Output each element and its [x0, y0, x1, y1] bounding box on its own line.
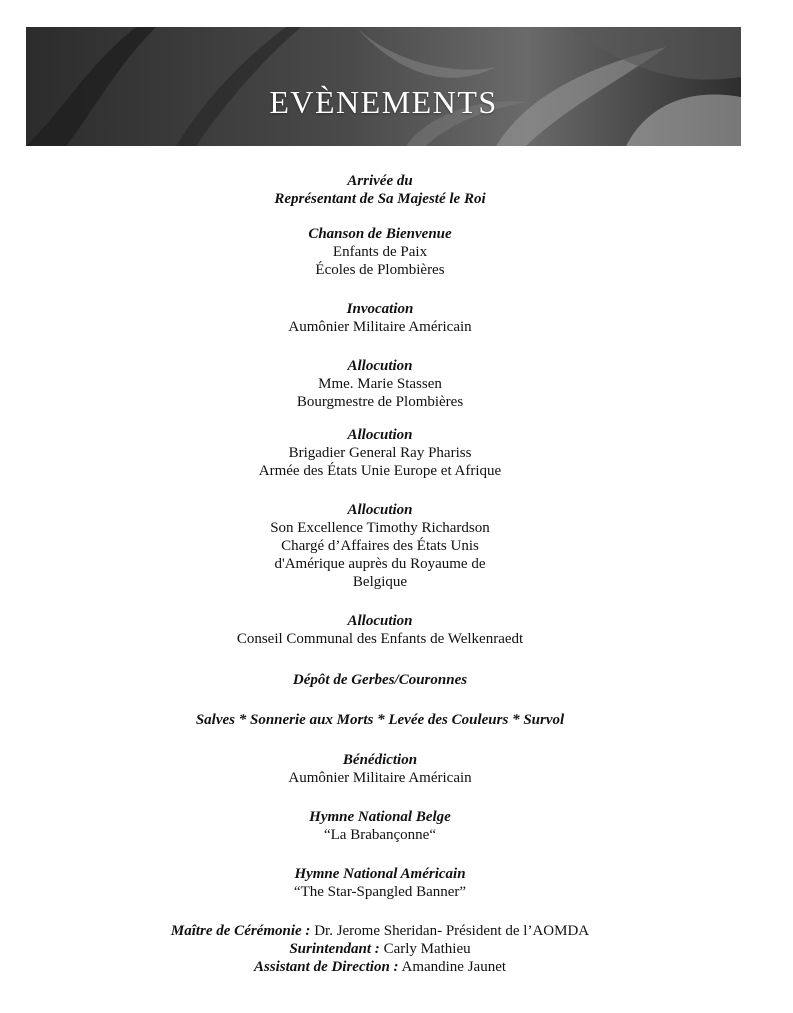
program-item-heading: Hymne National Belge [309, 809, 451, 825]
program-item [0, 190, 760, 208]
program-item-line: Son Excellence Timothy Richardson [270, 520, 490, 536]
credit-value: Dr. Jerome Sheridan- Président de l’AOMDA [310, 923, 590, 939]
program-item [0, 426, 760, 480]
program-item [0, 225, 760, 279]
credit-label: Assistant de Direction : [253, 959, 399, 975]
credit-label: Surintendant : [289, 941, 380, 957]
program-item [0, 865, 760, 901]
header-banner [26, 27, 741, 146]
program-item-line: Brigadier General Ray Phariss [288, 445, 472, 461]
program-item [0, 172, 760, 190]
program-item-heading: Allocution [347, 613, 413, 629]
program-item-heading: Allocution [347, 502, 413, 518]
program-item [0, 300, 760, 336]
credits [0, 922, 760, 976]
program-item-heading: Arrivée du [347, 173, 413, 189]
program-item-line: “La Brabançonne“ [323, 827, 437, 843]
credit-line [0, 958, 760, 976]
program-item-line: Armée des États Unie Europe et Afrique [258, 463, 502, 479]
program-item [0, 501, 760, 591]
program-item-heading: Invocation [346, 301, 414, 317]
program-item-heading: Bénédiction [342, 752, 418, 768]
program-item-line: Aumônier Militaire Américain [288, 770, 472, 786]
program-item [0, 671, 760, 689]
event-program [0, 172, 760, 976]
program-item-line: Enfants de Paix [332, 244, 428, 260]
program-item [0, 612, 760, 648]
program-item-line: Bourgmestre de Plombières [296, 394, 464, 410]
credit-line [0, 940, 760, 958]
program-item-line: Mme. Marie Stassen [318, 376, 442, 392]
credit-value: Amandine Jaunet [398, 959, 507, 975]
program-item-heading: Allocution [347, 427, 413, 443]
program-item-line: Aumônier Militaire Américain [288, 319, 472, 335]
credit-value: Carly Mathieu [379, 941, 471, 957]
program-item [0, 808, 760, 844]
program-item-heading: Hymne National Américain [294, 866, 466, 882]
program-item-heading: Salves * Sonnerie aux Morts * Levée des Couleurs * Survol [195, 712, 565, 728]
program-item [0, 357, 760, 411]
program-item-line: Conseil Communal des Enfants de Welkenraedt [236, 631, 524, 647]
program-item-heading: Dépôt de Gerbes/Couronnes [292, 672, 468, 688]
program-item-line: “The Star-Spangled Banner” [293, 884, 467, 900]
program-item-heading: Chanson de Bienvenue [308, 226, 452, 242]
program-item-heading: Représentant de Sa Majesté le Roi [274, 191, 486, 207]
program-item-line: Belgique [352, 574, 408, 590]
program-item [0, 711, 760, 729]
credit-label: Maître de Cérémonie : [170, 923, 311, 939]
page-title: EVÈNEMENTS [269, 84, 498, 120]
program-item-line: Écoles de Plombières [315, 262, 445, 278]
program-item-line: Chargé d’Affaires des États Unis [281, 538, 479, 554]
program-item-heading: Allocution [347, 358, 413, 374]
credit-line [0, 922, 760, 940]
program-item-line: d'Amérique auprès du Royaume de [274, 556, 486, 572]
program-item [0, 751, 760, 787]
